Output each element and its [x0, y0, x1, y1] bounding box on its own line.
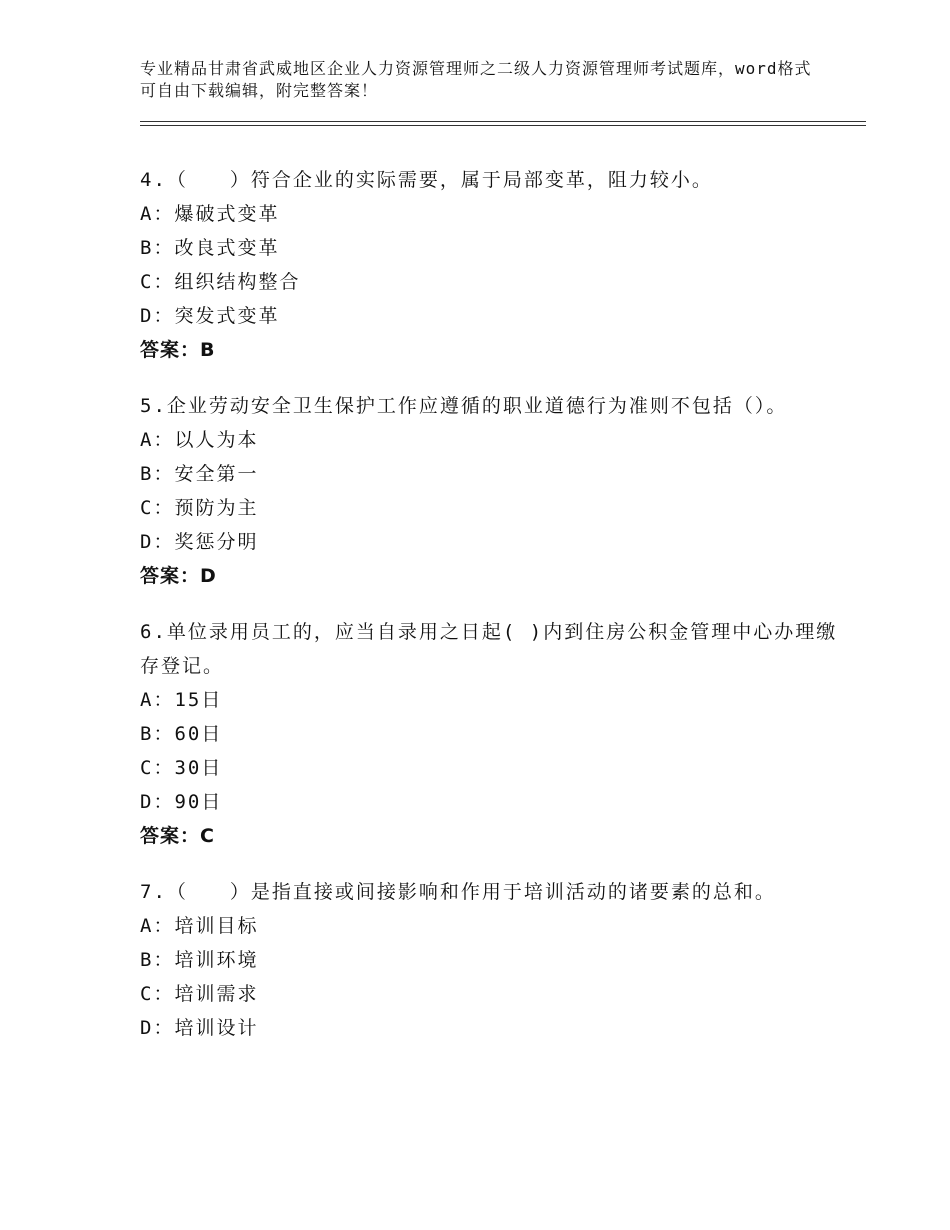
question-list [140, 163, 840, 1067]
question-7 [140, 875, 840, 1045]
option-a: A：以人为本 [140, 429, 259, 451]
question-stem: 4.（ ）符合企业的实际需要，属于局部变革，阻力较小。 [140, 169, 713, 191]
option-c: C：30日 [140, 757, 223, 779]
option-d: D：90日 [140, 791, 223, 813]
question-stem: 7.（ ）是指直接或间接影响和作用于培训活动的诸要素的总和。 [140, 881, 776, 903]
header-divider-top [140, 121, 866, 122]
option-b: B：安全第一 [140, 463, 259, 485]
option-b: B：60日 [140, 723, 223, 745]
answer-label: 答案：C [140, 825, 215, 847]
question-6 [140, 615, 840, 853]
option-d: D：奖惩分明 [140, 531, 259, 553]
option-d: D：培训设计 [140, 1017, 259, 1039]
question-4 [140, 163, 840, 367]
answer-label: 答案：B [140, 339, 216, 361]
option-b: B：培训环境 [140, 949, 259, 971]
option-c: C：组织结构整合 [140, 271, 301, 293]
question-stem: 5.企业劳动安全卫生保护工作应遵循的职业道德行为准则不包括（）。 [140, 395, 788, 417]
option-c: C：培训需求 [140, 983, 259, 1005]
option-a: A：爆破式变革 [140, 203, 280, 225]
option-a: A：培训目标 [140, 915, 259, 937]
option-b: B：改良式变革 [140, 237, 280, 259]
question-stem: 6.单位录用员工的，应当自录用之日起( )内到住房公积金管理中心办理缴存登记。 [140, 621, 838, 677]
option-c: C：预防为主 [140, 497, 259, 519]
option-a: A：15日 [140, 689, 223, 711]
option-d: D：突发式变革 [140, 305, 280, 327]
answer-label: 答案：D [140, 565, 217, 587]
document-header [140, 58, 820, 102]
header-title: 专业精品甘肃省武威地区企业人力资源管理师之二级人力资源管理师考试题库，word格式可自由下载编辑，附完整答案！ [140, 59, 812, 100]
header-divider-bottom [140, 125, 866, 126]
question-5 [140, 389, 840, 593]
